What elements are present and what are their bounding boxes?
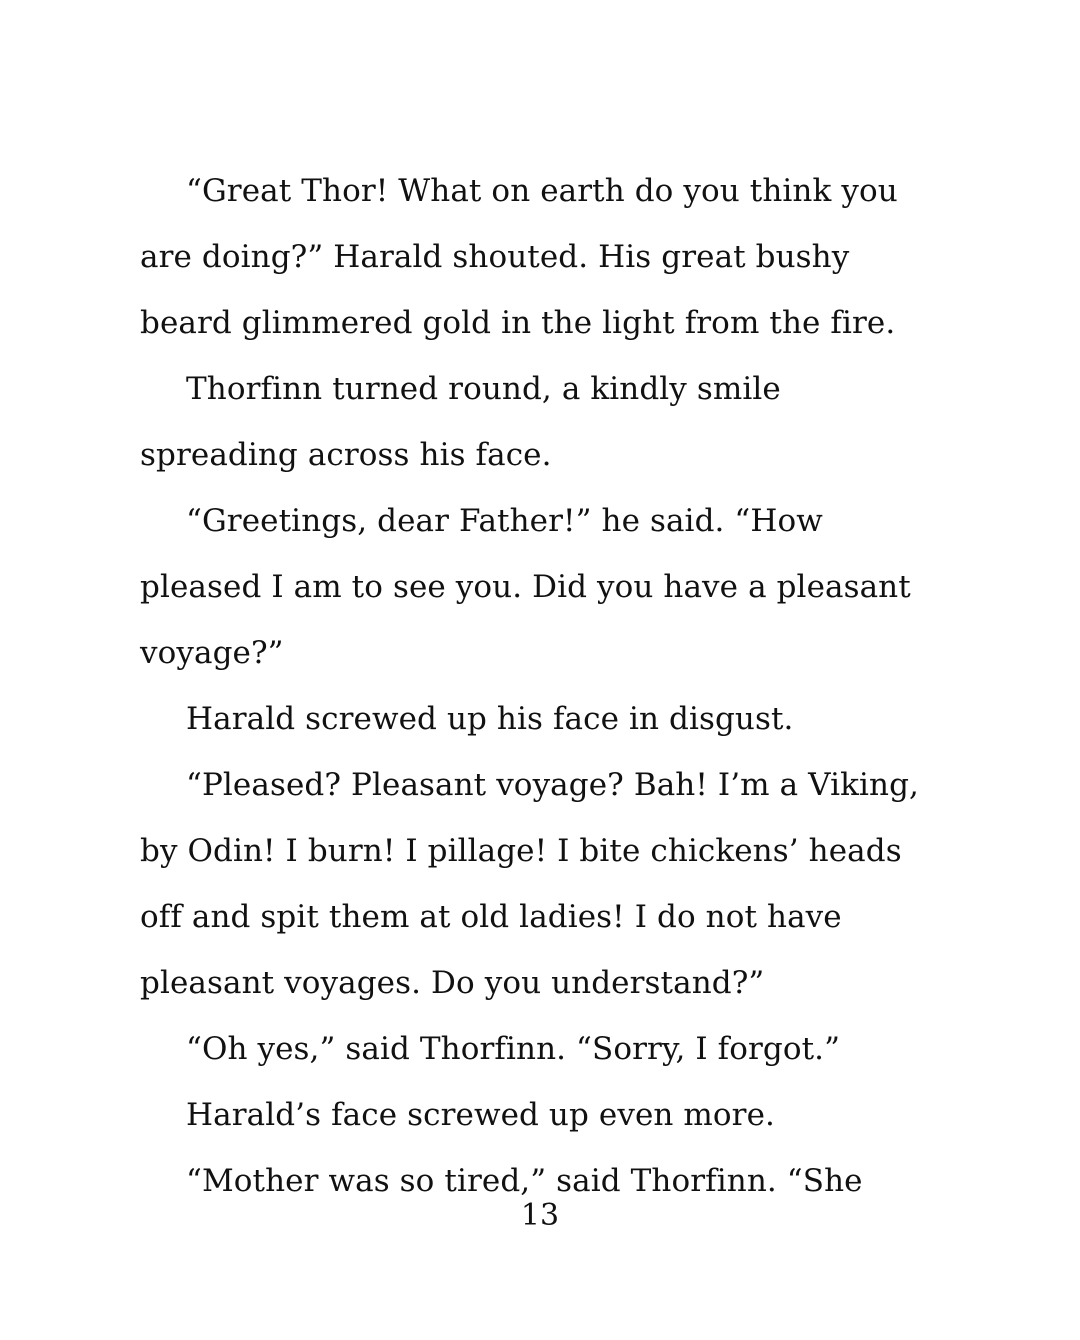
page-number: 13	[520, 1198, 560, 1233]
paragraph: Harald’s face screwed up even more.	[186, 1097, 775, 1133]
paragraph: “Greetings, dear Father!” he said. “How pleased I am to see you. Did you have a pleasant voyage?”	[140, 503, 921, 671]
page-body-text	[140, 158, 940, 1214]
paragraph: “Mother was so tired,” said Thorfinn. “She	[186, 1163, 863, 1199]
paragraph: Thorfinn turned round, a kindly smile spreading across his face.	[140, 371, 791, 473]
paragraph: “Oh yes,” said Thorfinn. “Sorry, I forgot.”	[186, 1031, 841, 1067]
paragraph: “Great Thor! What on earth do you think you are doing?” Harald shouted. His great bushy beard glimmered gold in the light from the fire.	[140, 173, 908, 341]
paragraph: “Pleased? Pleasant voyage? Bah! I’m a Viking, by Odin! I burn! I pillage! I bite chickens’ heads off and spit them at old ladies! I do not have pleasant voyages. Do you understand?”	[140, 767, 929, 1001]
paragraph: Harald screwed up his face in disgust.	[186, 701, 794, 737]
